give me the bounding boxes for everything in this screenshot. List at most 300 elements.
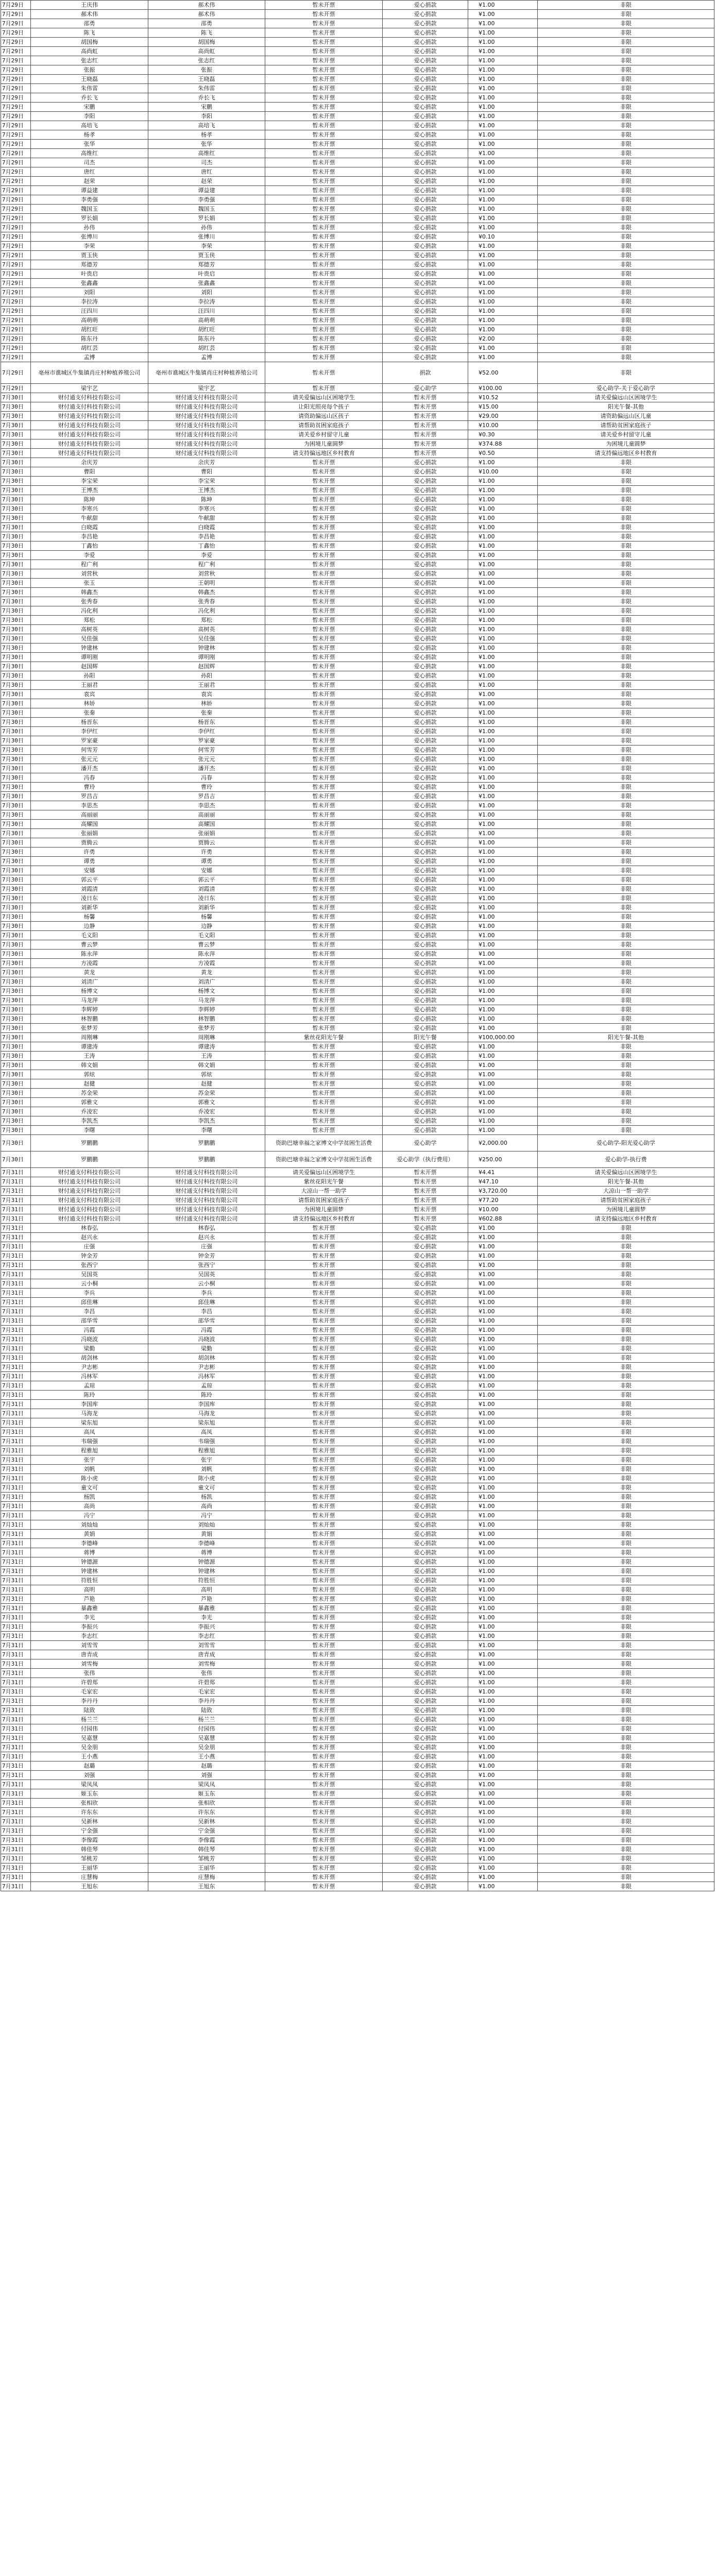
cell-category: 爱心捐款 bbox=[383, 1437, 468, 1446]
cell-donor: 许东东 bbox=[31, 1808, 148, 1817]
cell-category: 爱心捐款 bbox=[383, 112, 468, 121]
cell-donor: 吴嘉慧 bbox=[31, 1734, 148, 1743]
cell-date: 7月29日 bbox=[1, 38, 31, 47]
cell-category: 爱心捐款 bbox=[383, 987, 468, 996]
cell-donor: 郭雅文 bbox=[31, 1098, 148, 1107]
cell-purpose: 非限 bbox=[538, 56, 714, 65]
cell-donor: 陈小虎 bbox=[31, 1474, 148, 1483]
table-row bbox=[1, 1789, 714, 1799]
cell-purpose: 非限 bbox=[538, 569, 714, 579]
cell-purpose: 为困境儿童圆梦 bbox=[538, 1205, 714, 1214]
cell-purpose: 非限 bbox=[538, 1418, 714, 1428]
cell-category: 阳光午餐 bbox=[383, 1033, 468, 1042]
cell-project: 暂未开票 bbox=[265, 894, 383, 903]
cell-category: 爱心捐款 bbox=[383, 1845, 468, 1854]
cell-donor: 陈东丹 bbox=[31, 334, 148, 344]
cell-donor: 李昌艳 bbox=[31, 532, 148, 541]
cell-category: 爱心捐款 bbox=[383, 588, 468, 597]
cell-date: 7月30日 bbox=[1, 755, 31, 764]
cell-purpose: 非限 bbox=[538, 334, 714, 344]
cell-category: 爱心捐款 bbox=[383, 1511, 468, 1520]
cell-project: 暂未开票 bbox=[265, 103, 383, 112]
cell-payer: 符胜恒 bbox=[148, 1576, 265, 1585]
table-row bbox=[1, 1799, 714, 1808]
cell-payer: 唐红 bbox=[148, 167, 265, 177]
cell-project: 暂未开票 bbox=[265, 514, 383, 523]
cell-purpose: 非限 bbox=[538, 1826, 714, 1836]
cell-donor: 林春弘 bbox=[31, 1224, 148, 1233]
table-row bbox=[1, 1771, 714, 1780]
cell-project: 暂未开票 bbox=[265, 1251, 383, 1261]
cell-category: 暂未开票 bbox=[383, 1205, 468, 1214]
cell-purpose: 非限 bbox=[538, 792, 714, 801]
cell-purpose: 非限 bbox=[538, 1298, 714, 1307]
cell-purpose: 非限 bbox=[538, 495, 714, 504]
cell-date: 7月31日 bbox=[1, 1530, 31, 1539]
cell-category: 爱心捐款 bbox=[383, 616, 468, 625]
cell-purpose: 非限 bbox=[538, 260, 714, 269]
cell-project: 暂未开票 bbox=[265, 1381, 383, 1391]
cell-payer: 财付通支付科技有限公司 bbox=[148, 402, 265, 412]
cell-donor: 梁凤凤 bbox=[31, 1780, 148, 1789]
cell-purpose: 非限 bbox=[538, 1576, 714, 1585]
cell-project: 暂未开票 bbox=[265, 1279, 383, 1289]
cell-amount: ¥1.00 bbox=[468, 1808, 538, 1817]
table-row bbox=[1, 1641, 714, 1650]
cell-amount: ¥1.00 bbox=[468, 755, 538, 764]
cell-amount: ¥1.00 bbox=[468, 1650, 538, 1659]
table-row bbox=[1, 857, 714, 866]
cell-donor: 财付通支付科技有限公司 bbox=[31, 1214, 148, 1224]
cell-donor: 李宝荣 bbox=[31, 477, 148, 486]
table-row bbox=[1, 1520, 714, 1530]
cell-donor: 胡剑林 bbox=[31, 1353, 148, 1363]
cell-date: 7月31日 bbox=[1, 1261, 31, 1270]
cell-donor: 赵健 bbox=[31, 1079, 148, 1089]
cell-date: 7月30日 bbox=[1, 727, 31, 736]
cell-amount: ¥1.00 bbox=[468, 495, 538, 504]
cell-category: 爱心捐款 bbox=[383, 727, 468, 736]
cell-donor: 符胜恒 bbox=[31, 1576, 148, 1585]
cell-amount: ¥1.00 bbox=[468, 643, 538, 653]
cell-purpose: 非限 bbox=[538, 848, 714, 857]
cell-payer: 财付通支付科技有限公司 bbox=[148, 1214, 265, 1224]
cell-donor: 张玉 bbox=[31, 579, 148, 588]
cell-payer: 林娇 bbox=[148, 699, 265, 708]
cell-date: 7月30日 bbox=[1, 1079, 31, 1089]
cell-amount: ¥1.00 bbox=[468, 1270, 538, 1279]
cell-amount: ¥1.00 bbox=[468, 316, 538, 325]
cell-amount: ¥1.00 bbox=[468, 1261, 538, 1270]
cell-project: 为困境儿童圆梦 bbox=[265, 439, 383, 449]
cell-purpose: 非限 bbox=[538, 1520, 714, 1530]
cell-amount: ¥1.00 bbox=[468, 931, 538, 940]
cell-date: 7月31日 bbox=[1, 1289, 31, 1298]
cell-amount: ¥1.00 bbox=[468, 1604, 538, 1613]
cell-amount: ¥2.00 bbox=[468, 334, 538, 344]
cell-category: 爱心捐款 bbox=[383, 783, 468, 792]
cell-donor: 李思杰 bbox=[31, 801, 148, 810]
cell-amount: ¥1.00 bbox=[468, 242, 538, 251]
cell-category: 爱心捐款 bbox=[383, 1483, 468, 1493]
cell-payer: 孟博 bbox=[148, 353, 265, 362]
cell-payer: 李振兴 bbox=[148, 1622, 265, 1632]
table-row bbox=[1, 1168, 714, 1177]
cell-date: 7月30日 bbox=[1, 1042, 31, 1052]
cell-amount: ¥1.00 bbox=[468, 848, 538, 857]
cell-amount: ¥1.00 bbox=[468, 167, 538, 177]
cell-amount: ¥1.00 bbox=[468, 1520, 538, 1530]
cell-category: 爱心捐款 bbox=[383, 1882, 468, 1891]
cell-date: 7月29日 bbox=[1, 177, 31, 186]
cell-date: 7月31日 bbox=[1, 1483, 31, 1493]
cell-donor: 司杰 bbox=[31, 158, 148, 167]
cell-purpose: 非限 bbox=[538, 1014, 714, 1024]
table-row bbox=[1, 232, 714, 242]
cell-category: 爱心捐款 bbox=[383, 1098, 468, 1107]
cell-purpose: 非限 bbox=[538, 1539, 714, 1548]
cell-project: 暂未开票 bbox=[265, 848, 383, 857]
cell-amount: ¥1.00 bbox=[468, 792, 538, 801]
cell-donor: 袁宾 bbox=[31, 690, 148, 699]
table-row bbox=[1, 1024, 714, 1033]
cell-donor: 财付通支付科技有限公司 bbox=[31, 393, 148, 402]
cell-payer: 孙阳 bbox=[148, 671, 265, 681]
cell-project: 暂未开票 bbox=[265, 597, 383, 606]
cell-amount: ¥1.00 bbox=[468, 1780, 538, 1789]
cell-project: 暂未开票 bbox=[265, 353, 383, 362]
cell-purpose: 请关爱偏远山区困境学生 bbox=[538, 1168, 714, 1177]
cell-category: 爱心捐款 bbox=[383, 718, 468, 727]
cell-purpose: 非限 bbox=[538, 783, 714, 792]
cell-payer: 吴嘉慧 bbox=[148, 1734, 265, 1743]
cell-payer: 财付通支付科技有限公司 bbox=[148, 430, 265, 439]
cell-category: 爱心捐款 bbox=[383, 1116, 468, 1126]
cell-category: 爱心捐款 bbox=[383, 810, 468, 820]
cell-payer: 陈坤 bbox=[148, 495, 265, 504]
cell-purpose: 非限 bbox=[538, 279, 714, 288]
cell-project: 暂未开票 bbox=[265, 1585, 383, 1595]
cell-amount: ¥2,000.00 bbox=[468, 1135, 538, 1151]
cell-date: 7月31日 bbox=[1, 1650, 31, 1659]
cell-donor: 杨博文 bbox=[31, 987, 148, 996]
cell-project: 请关爱偏远山区困境学生 bbox=[265, 1168, 383, 1177]
cell-date: 7月30日 bbox=[1, 977, 31, 987]
table-row bbox=[1, 1251, 714, 1261]
cell-project: 暂未开票 bbox=[265, 1465, 383, 1474]
cell-purpose: 非限 bbox=[538, 1873, 714, 1882]
cell-amount: ¥1.00 bbox=[468, 708, 538, 718]
cell-project: 暂未开票 bbox=[265, 996, 383, 1005]
cell-payer: 罗昌吉 bbox=[148, 792, 265, 801]
cell-payer: 李兵 bbox=[148, 1289, 265, 1298]
cell-payer: 李国库 bbox=[148, 1400, 265, 1409]
cell-project: 暂未开票 bbox=[265, 1493, 383, 1502]
cell-donor: 孙伟 bbox=[31, 223, 148, 232]
cell-date: 7月31日 bbox=[1, 1316, 31, 1326]
cell-category: 爱心捐款 bbox=[383, 1715, 468, 1724]
cell-category: 爱心捐款 bbox=[383, 232, 468, 242]
cell-donor: 丁鑫怡 bbox=[31, 541, 148, 551]
cell-payer: 李伊红 bbox=[148, 727, 265, 736]
cell-date: 7月31日 bbox=[1, 1761, 31, 1771]
cell-date: 7月30日 bbox=[1, 745, 31, 755]
cell-amount: ¥1.00 bbox=[468, 857, 538, 866]
cell-category: 捐款 bbox=[383, 362, 468, 384]
cell-payer: 刘帆 bbox=[148, 1465, 265, 1474]
cell-donor: 杨兰兰 bbox=[31, 1715, 148, 1724]
cell-amount: ¥47.10 bbox=[468, 1177, 538, 1187]
cell-amount: ¥1.00 bbox=[468, 1070, 538, 1079]
cell-payer: 罗鹏鹏 bbox=[148, 1135, 265, 1151]
cell-category: 爱心捐款 bbox=[383, 1042, 468, 1052]
cell-category: 爱心捐款 bbox=[383, 1070, 468, 1079]
table-row bbox=[1, 681, 714, 690]
cell-project: 紫丝花阳光午餐 bbox=[265, 1177, 383, 1187]
cell-amount: ¥1.00 bbox=[468, 523, 538, 532]
cell-project: 暂未开票 bbox=[265, 1808, 383, 1817]
cell-amount: ¥1.00 bbox=[468, 84, 538, 93]
cell-category: 爱心捐款 bbox=[383, 1061, 468, 1070]
cell-project: 暂未开票 bbox=[265, 260, 383, 269]
cell-project: 为困境儿童圆梦 bbox=[265, 1205, 383, 1214]
cell-amount: ¥1.00 bbox=[468, 1014, 538, 1024]
cell-category: 爱心捐款 bbox=[383, 708, 468, 718]
table-row bbox=[1, 1511, 714, 1520]
cell-purpose: 非限 bbox=[538, 1126, 714, 1135]
cell-donor: 高尚虹 bbox=[31, 47, 148, 56]
cell-donor: 李德峰 bbox=[31, 1539, 148, 1548]
cell-project: 暂未开票 bbox=[265, 112, 383, 121]
cell-payer: 梁东旭 bbox=[148, 1418, 265, 1428]
cell-category: 爱心捐款 bbox=[383, 634, 468, 643]
cell-donor: 白晓霞 bbox=[31, 523, 148, 532]
cell-payer: 张梦芳 bbox=[148, 1024, 265, 1033]
cell-project: 暂未开票 bbox=[265, 1098, 383, 1107]
cell-purpose: 非限 bbox=[538, 307, 714, 316]
cell-date: 7月31日 bbox=[1, 1455, 31, 1465]
cell-project: 暂未开票 bbox=[265, 792, 383, 801]
cell-purpose: 非限 bbox=[538, 894, 714, 903]
cell-purpose: 非限 bbox=[538, 316, 714, 325]
cell-category: 爱心捐款 bbox=[383, 1669, 468, 1678]
cell-amount: ¥1.00 bbox=[468, 736, 538, 745]
cell-date: 7月29日 bbox=[1, 344, 31, 353]
cell-purpose: 非限 bbox=[538, 1854, 714, 1863]
cell-purpose: 非限 bbox=[538, 1465, 714, 1474]
cell-category: 爱心捐款 bbox=[383, 1493, 468, 1502]
cell-date: 7月31日 bbox=[1, 1799, 31, 1808]
cell-purpose: 非限 bbox=[538, 1251, 714, 1261]
table-row bbox=[1, 1326, 714, 1335]
cell-purpose: 非限 bbox=[538, 214, 714, 223]
cell-project: 暂未开票 bbox=[265, 662, 383, 671]
cell-category: 爱心捐款 bbox=[383, 643, 468, 653]
table-row bbox=[1, 1687, 714, 1697]
cell-payer: 周刚琳 bbox=[148, 1033, 265, 1042]
table-row bbox=[1, 866, 714, 875]
cell-category: 爱心捐款 bbox=[383, 1743, 468, 1752]
cell-date: 7月30日 bbox=[1, 773, 31, 783]
cell-project: 暂未开票 bbox=[265, 47, 383, 56]
cell-donor: 罗长娟 bbox=[31, 214, 148, 223]
cell-amount: ¥1.00 bbox=[468, 56, 538, 65]
cell-purpose: 非限 bbox=[538, 903, 714, 912]
cell-category: 爱心捐款 bbox=[383, 1409, 468, 1418]
cell-date: 7月29日 bbox=[1, 214, 31, 223]
cell-purpose: 非限 bbox=[538, 325, 714, 334]
table-row bbox=[1, 1632, 714, 1641]
table-row bbox=[1, 1455, 714, 1465]
cell-category: 暂未开票 bbox=[383, 439, 468, 449]
cell-purpose: 非限 bbox=[538, 1372, 714, 1381]
cell-purpose: 请关爱偏远山区困境学生 bbox=[538, 393, 714, 402]
cell-donor: 李辉婷 bbox=[31, 1005, 148, 1014]
cell-category: 爱心捐款 bbox=[383, 84, 468, 93]
cell-date: 7月31日 bbox=[1, 1502, 31, 1511]
cell-amount: ¥1.00 bbox=[468, 205, 538, 214]
cell-amount: ¥1.00 bbox=[468, 1024, 538, 1033]
cell-purpose: 非限 bbox=[538, 1557, 714, 1567]
cell-category: 爱心捐款 bbox=[383, 1836, 468, 1845]
cell-purpose: 请帮助贫困家庭孩子 bbox=[538, 1196, 714, 1205]
cell-date: 7月30日 bbox=[1, 653, 31, 662]
cell-category: 爱心捐款 bbox=[383, 1344, 468, 1353]
cell-date: 7月30日 bbox=[1, 1151, 31, 1168]
cell-payer: 李昌 bbox=[148, 1307, 265, 1316]
cell-amount: ¥1.00 bbox=[468, 1409, 538, 1418]
cell-donor: 张鑫鑫 bbox=[31, 279, 148, 288]
cell-amount: ¥1.00 bbox=[468, 551, 538, 560]
cell-amount: ¥1.00 bbox=[468, 1799, 538, 1808]
cell-project: 暂未开票 bbox=[265, 764, 383, 773]
cell-donor: 李兵 bbox=[31, 1289, 148, 1298]
cell-donor: 唐青成 bbox=[31, 1650, 148, 1659]
cell-project: 暂未开票 bbox=[265, 158, 383, 167]
cell-payer: 罗鹏鹏 bbox=[148, 1151, 265, 1168]
cell-date: 7月30日 bbox=[1, 1135, 31, 1151]
cell-purpose: 非限 bbox=[538, 1428, 714, 1437]
cell-date: 7月29日 bbox=[1, 232, 31, 242]
cell-category: 爱心捐款 bbox=[383, 523, 468, 532]
cell-amount: ¥1.00 bbox=[468, 1289, 538, 1298]
cell-payer: 胡剑林 bbox=[148, 1353, 265, 1363]
table-row bbox=[1, 1005, 714, 1014]
cell-amount: ¥10.52 bbox=[468, 393, 538, 402]
cell-purpose: 非限 bbox=[538, 1, 714, 10]
cell-payer: 陆致 bbox=[148, 1706, 265, 1715]
cell-purpose: 非限 bbox=[538, 103, 714, 112]
cell-date: 7月30日 bbox=[1, 430, 31, 439]
cell-payer: 高耀国 bbox=[148, 820, 265, 829]
cell-amount: ¥1.00 bbox=[468, 112, 538, 121]
cell-project: 暂未开票 bbox=[265, 467, 383, 477]
cell-category: 爱心捐款 bbox=[383, 1613, 468, 1622]
cell-amount: ¥1.00 bbox=[468, 214, 538, 223]
cell-project: 暂未开票 bbox=[265, 297, 383, 307]
cell-payer: 安娜 bbox=[148, 866, 265, 875]
cell-date: 7月31日 bbox=[1, 1214, 31, 1224]
cell-donor: 张博川 bbox=[31, 232, 148, 242]
cell-amount: ¥374.88 bbox=[468, 439, 538, 449]
table-row bbox=[1, 1604, 714, 1613]
cell-project: 暂未开票 bbox=[265, 1836, 383, 1845]
table-row bbox=[1, 643, 714, 653]
cell-purpose: 非限 bbox=[538, 1279, 714, 1289]
table-row bbox=[1, 1, 714, 10]
cell-project: 暂未开票 bbox=[265, 569, 383, 579]
cell-project: 暂未开票 bbox=[265, 1539, 383, 1548]
cell-project: 暂未开票 bbox=[265, 1604, 383, 1613]
cell-purpose: 非限 bbox=[538, 158, 714, 167]
cell-donor: 刘霞清 bbox=[31, 885, 148, 894]
cell-payer: 曹玲 bbox=[148, 783, 265, 792]
cell-purpose: 非限 bbox=[538, 597, 714, 606]
cell-payer: 钟建林 bbox=[148, 1567, 265, 1576]
cell-purpose: 非限 bbox=[538, 1697, 714, 1706]
cell-date: 7月30日 bbox=[1, 801, 31, 810]
cell-purpose: 非限 bbox=[538, 195, 714, 205]
cell-amount: ¥1.00 bbox=[468, 1836, 538, 1845]
table-row bbox=[1, 940, 714, 950]
cell-date: 7月31日 bbox=[1, 1873, 31, 1882]
cell-payer: 吴佳强 bbox=[148, 634, 265, 643]
table-row bbox=[1, 1107, 714, 1116]
cell-project: 暂未开票 bbox=[265, 643, 383, 653]
cell-amount: ¥1.00 bbox=[468, 260, 538, 269]
cell-payer: 刘清广 bbox=[148, 977, 265, 987]
table-row bbox=[1, 214, 714, 223]
cell-project: 暂未开票 bbox=[265, 495, 383, 504]
cell-purpose: 非限 bbox=[538, 1409, 714, 1418]
table-row bbox=[1, 297, 714, 307]
table-row bbox=[1, 1548, 714, 1557]
cell-payer: 李凯杰 bbox=[148, 1116, 265, 1126]
table-row bbox=[1, 1279, 714, 1289]
cell-donor: 黄娟 bbox=[31, 1530, 148, 1539]
cell-payer: 杨兰兰 bbox=[148, 1715, 265, 1724]
table-row bbox=[1, 708, 714, 718]
table-row bbox=[1, 1539, 714, 1548]
cell-project: 暂未开票 bbox=[265, 1650, 383, 1659]
cell-project: 暂未开票 bbox=[265, 829, 383, 838]
cell-payer: 许勇 bbox=[148, 848, 265, 857]
cell-donor: 陈玲 bbox=[31, 1391, 148, 1400]
cell-project: 暂未开票 bbox=[265, 384, 383, 393]
cell-purpose: 非限 bbox=[538, 1344, 714, 1353]
cell-project: 暂未开票 bbox=[265, 838, 383, 848]
cell-donor: 杨馨 bbox=[31, 912, 148, 922]
cell-project: 暂未开票 bbox=[265, 1428, 383, 1437]
table-row bbox=[1, 588, 714, 597]
cell-date: 7月30日 bbox=[1, 412, 31, 421]
cell-category: 爱心捐款 bbox=[383, 838, 468, 848]
table-row bbox=[1, 1613, 714, 1622]
table-row bbox=[1, 430, 714, 439]
cell-project: 暂未开票 bbox=[265, 121, 383, 130]
cell-category: 爱心捐款 bbox=[383, 242, 468, 251]
cell-donor: 钟建林 bbox=[31, 643, 148, 653]
cell-payer: 邵华雪 bbox=[148, 1316, 265, 1326]
cell-purpose: 非限 bbox=[538, 810, 714, 820]
cell-project: 请帮助贫困家庭孩子 bbox=[265, 1196, 383, 1205]
cell-purpose: 非限 bbox=[538, 514, 714, 523]
cell-amount: ¥1.00 bbox=[468, 1381, 538, 1391]
cell-donor: 李像霞 bbox=[31, 1836, 148, 1845]
cell-payer: 赵兴永 bbox=[148, 1233, 265, 1242]
cell-donor: 胡红芸 bbox=[31, 344, 148, 353]
cell-donor: 赵兴永 bbox=[31, 1233, 148, 1242]
